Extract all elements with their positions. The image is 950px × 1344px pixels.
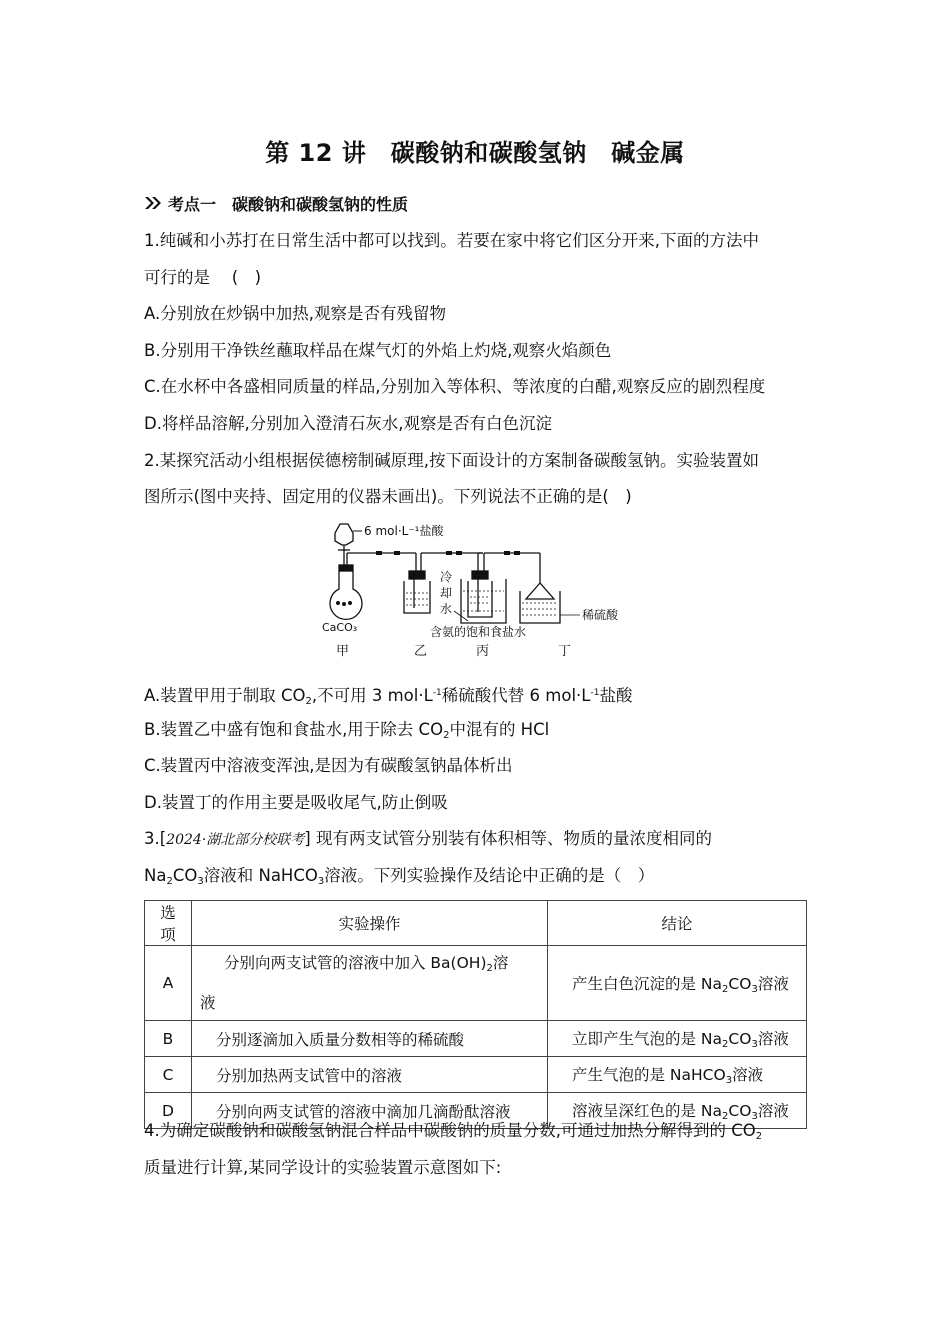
q3-stem-line2: $Na_2CO_3$溶液和 NaHCO$_3$溶液。下列实验操作及结论中正确的是（ ） [144, 866, 655, 887]
q1-option-a: A.分别放在炒锅中加热,观察是否有残留物 [144, 304, 446, 323]
q3-stem-line1: 3.[2024·湖北部分校联考] 现有两支试管分别装有体积相等、物质的量浓度相同的 [144, 829, 712, 848]
acid-label: 6 mol·L⁻¹盐酸 [364, 524, 444, 538]
label-yi: 乙 [414, 644, 428, 659]
flask-stopper [339, 565, 353, 571]
round-flask [330, 571, 362, 619]
table-row: D 分别向两支试管的溶液中滴加几滴酚酞溶液 溶液呈深红色的是 $Na_2CO_3$溶液 [145, 1093, 807, 1129]
q2-option-d: D.装置丁的作用主要是吸收尾气,防止倒吸 [144, 793, 448, 812]
apparatus-figure [318, 519, 638, 659]
caco3-label: CaCO₃ [322, 621, 358, 634]
label-jia: 甲 [336, 644, 350, 659]
q1-option-c: C.在水杯中各盛相同质量的样品,分别加入等体积、等浓度的白醋,观察反应的剧烈程度 [144, 377, 766, 396]
options-table [144, 900, 807, 1129]
q1-option-b: B.分别用干净铁丝蘸取样品在煤气灯的外焰上灼烧,观察火焰颜色 [144, 341, 612, 360]
table-header-row [145, 901, 807, 946]
bottle-bing [468, 581, 492, 617]
table-row: A 分别向两支试管的溶液中加入 $Ba(OH)_2$溶 液 产生白色沉淀的是 $Na_2CO_3$溶液 [145, 946, 807, 1021]
ammonia-brine-label: 含氨的饱和食盐水 [430, 625, 527, 639]
q1-stem-line1: 1.纯碱和小苏打在日常生活中都可以找到。若要在家中将它们区分开来,下面的方法中 [144, 231, 759, 250]
q1-option-d: D.将样品溶解,分别加入澄清石灰水,观察是否有白色沉淀 [144, 414, 552, 433]
label-bing: 丙 [476, 644, 490, 659]
q2-stem-line2: 图所示(图中夹持、固定用的仪器未画出)。下列说法不正确的是( ) [144, 487, 632, 506]
dilute-acid-label: 稀硫酸 [582, 608, 619, 622]
q1-stem-line2: 可行的是 ( ) [144, 268, 262, 287]
section-heading: 考点一 碳酸钠和碳酸氢钠的性质 [144, 192, 408, 215]
q2-option-a: A.装置甲用于制取 $CO_2$,不可用 3 $mol\cdot L^{-1}$稀硫酸代替 6 $mol\cdot L^{-1}$盐酸 [144, 686, 633, 707]
q2-option-c: C.装置丙中溶液变浑浊,是因为有碳酸氢钠晶体析出 [144, 756, 513, 775]
separatory-funnel [335, 524, 353, 545]
q2-option-b: B.装置乙中盛有饱和食盐水,用于除去 $CO_2$中混有的 HCl [144, 720, 550, 741]
cooling-char-3: 水 [440, 602, 453, 616]
label-ding: 丁 [558, 644, 572, 659]
q4-stem-line2: 质量进行计算,某同学设计的实验装置示意图如下: [144, 1158, 502, 1177]
table-row: C 分别加热两支试管中的溶液 产生气泡的是 NaHCO$_3$溶液 [145, 1057, 807, 1093]
beaker-ding [520, 591, 560, 623]
q2-stem-line1: 2.某探究活动小组根据侯德榜制碱原理,按下面设计的方案制备碳酸氢钠。实验装置如 [144, 451, 759, 470]
cooling-char-2: 却 [440, 586, 453, 600]
header-operation: 实验操作 [192, 901, 548, 946]
header-option: 选项 [145, 901, 192, 946]
cooling-char-1: 冷 [440, 570, 453, 584]
source-label: 2024·湖北部分校联考 [166, 832, 305, 848]
header-conclusion: 结论 [548, 901, 807, 946]
page-title: 第 12 讲 碳酸钠和碳酸氢钠 碱金属 [265, 139, 685, 167]
double-chevron-icon [144, 195, 162, 214]
inverted-funnel [526, 583, 554, 599]
q4-stem-line1: 4.为确定碳酸钠和碳酸氢钠混合样品中碳酸钠的质量分数,可通过加热分解得到的 $CO_2$ [144, 1121, 763, 1142]
table-row: B 分别逐滴加入质量分数相等的稀硫酸 立即产生气泡的是 $Na_2CO_3$溶液 [145, 1021, 807, 1057]
wash-bottle-yi [404, 581, 430, 613]
